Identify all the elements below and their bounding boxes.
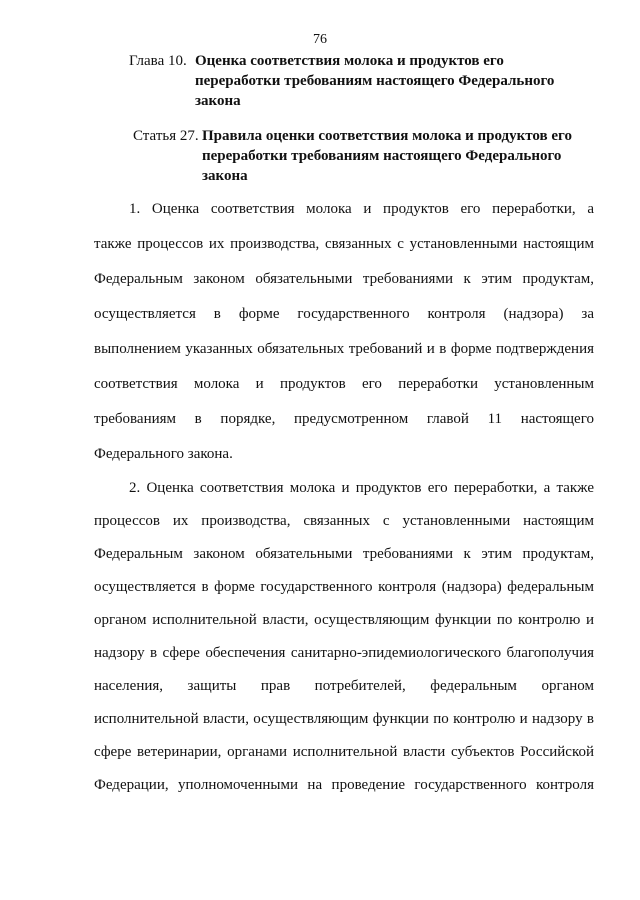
paragraph-line: осуществляется в форме государственного контроля (надзора) федеральным	[94, 579, 594, 595]
article-title-line: переработки требованиям настоящего Федерального	[202, 148, 562, 164]
article-title	[202, 126, 572, 186]
paragraph-line: надзору в сфере обеспечения санитарно-эпидемиологического благополучия	[94, 645, 594, 661]
paragraph-line: Федеральным законом обязательными требованиями к этим продуктам,	[94, 546, 594, 562]
paragraph-line: исполнительной власти, осуществляющим функции по контролю и надзору в	[94, 711, 594, 727]
chapter-title-line: переработки требованиям настоящего Федерального	[195, 73, 555, 89]
paragraph-line: органом исполнительной власти, осуществляющим функции по контролю и	[94, 612, 594, 628]
article-label: Статья 27.	[133, 128, 199, 144]
paragraph-line: Федерации, уполномоченными на проведение государственного контроля	[94, 777, 594, 793]
article-title-line: Правила оценки соответствия молока и продуктов его	[202, 128, 572, 144]
paragraph-line: процессов их производства, связанных с установленными настоящим	[94, 513, 594, 529]
paragraph-line: Федерального закона.	[94, 446, 233, 462]
chapter-heading	[129, 51, 589, 111]
paragraph-line: также процессов их производства, связанных с установленными настоящим	[94, 236, 594, 252]
chapter-label: Глава 10.	[129, 53, 187, 69]
paragraph-line: выполнением указанных обязательных требований и в форме подтверждения	[94, 341, 594, 357]
paragraph-line: Федеральным законом обязательными требованиями к этим продуктам,	[94, 271, 594, 287]
chapter-title	[195, 51, 554, 111]
article-title-line: закона	[202, 168, 248, 184]
paragraph-line: осуществляется в форме государственного контроля (надзора) за	[94, 306, 594, 322]
paragraph-line: сфере ветеринарии, органами исполнительной власти субъектов Российской	[94, 744, 594, 760]
paragraph-line: населения, защиты прав потребителей, федеральным органом	[94, 678, 594, 694]
page-number: 76	[313, 32, 327, 47]
paragraph-line: 1. Оценка соответствия молока и продуктов его переработки, а	[129, 201, 594, 217]
chapter-title-line: Оценка соответствия молока и продуктов его	[195, 53, 504, 69]
paragraph-line: соответствия молока и продуктов его переработки установленным	[94, 376, 594, 392]
chapter-title-line: закона	[195, 93, 241, 109]
article-heading	[133, 126, 593, 186]
paragraph-line: требованиям в порядке, предусмотренном главой 11 настоящего	[94, 411, 594, 427]
paragraph-line: 2. Оценка соответствия молока и продуктов его переработки, а также	[129, 480, 594, 496]
